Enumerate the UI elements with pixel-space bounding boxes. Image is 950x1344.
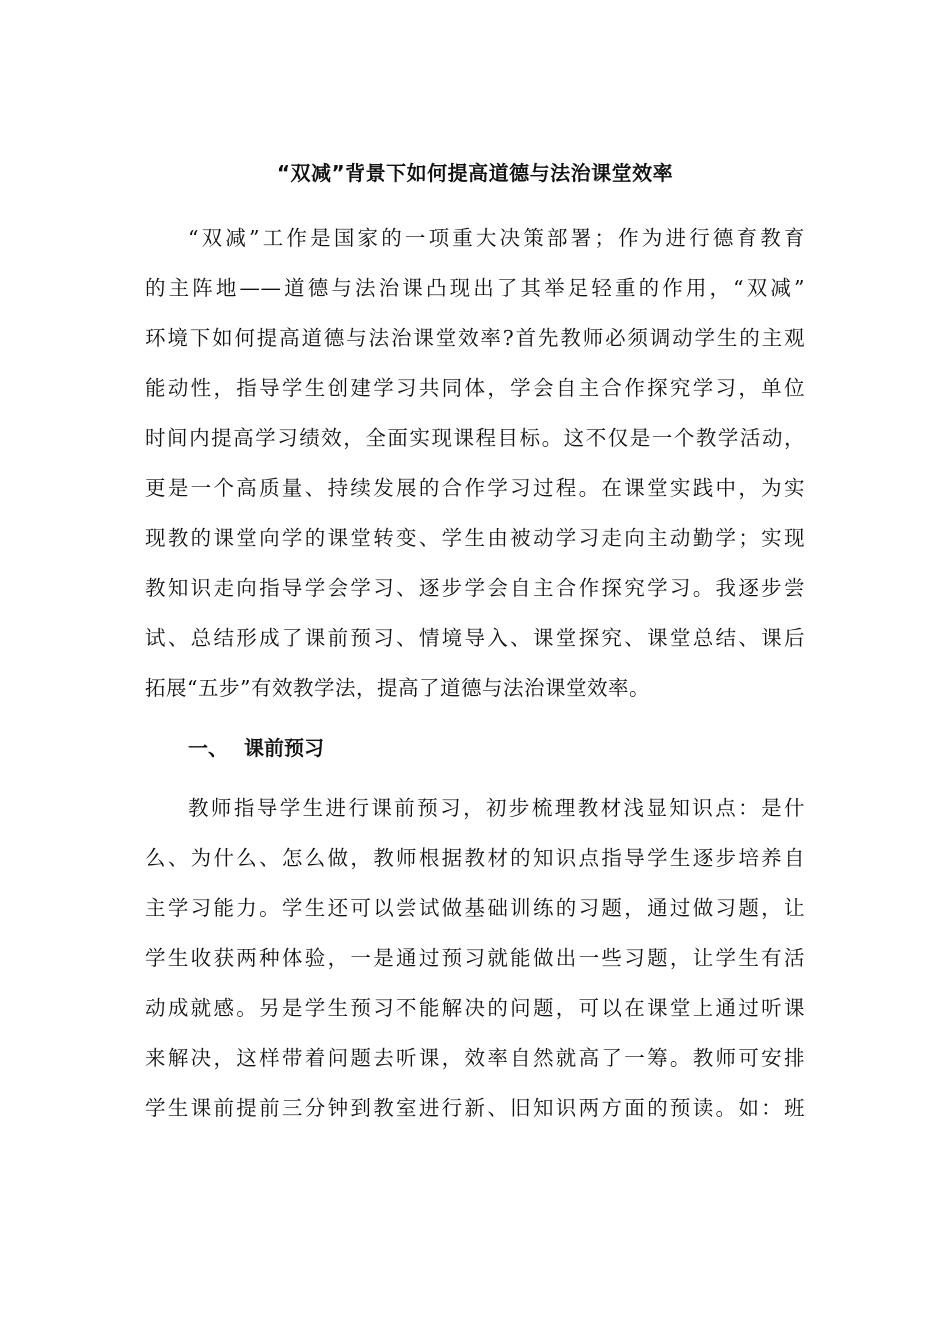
paragraph-line: 时间内提高学习绩效，全面实现课程目标。这不仅是一个教学活动， — [145, 426, 805, 450]
paragraph-line: 动成就感。另是学生预习不能解决的问题，可以在课堂上通过听课 — [145, 996, 805, 1020]
paragraph-line: 么、为什么、怎么做，教师根据教材的知识点指导学生逐步培养自 — [145, 846, 805, 870]
paragraph-line: 学生课前提前三分钟到教室进行新、旧知识两方面的预读。如：班 — [145, 1096, 805, 1120]
paragraph-line: 学生收获两种体验，一是通过预习就能做出一些习题，让学生有活 — [145, 946, 805, 970]
document-title: “双减”背景下如何提高道德与法治课堂效率 — [276, 161, 674, 185]
paragraph-line: 现教的课堂向学的课堂转变、学生由被动学习走向主动勤学；实现 — [145, 526, 805, 550]
paragraph-line: 教师指导学生进行课前预习，初步梳理教材浅显知识点：是什 — [188, 796, 805, 820]
section-title: 课前预习 — [244, 736, 324, 760]
section-heading — [188, 733, 324, 763]
paragraph-line: 教知识走向指导学会学习、逐步学会自主合作探究学习。我逐步尝 — [145, 576, 805, 600]
paragraph-line: 拓展“五步”有效教学法，提高了道德与法治课堂效率。 — [145, 676, 650, 700]
paragraph-line: 更是一个高质量、持续发展的合作学习过程。在课堂实践中，为实 — [145, 476, 805, 500]
section-number: 一、 — [188, 736, 228, 760]
paragraph-line: 试、总结形成了课前预习、情境导入、课堂探究、课堂总结、课后 — [145, 626, 805, 650]
paragraph-line: 的主阵地——道德与法治课凸现出了其举足轻重的作用，“双减” — [145, 276, 805, 300]
paragraph-line: 来解决，这样带着问题去听课，效率自然就高了一筹。教师可安排 — [145, 1046, 805, 1070]
paragraph-line: “双减”工作是国家的一项重大决策部署；作为进行德育教育 — [188, 226, 805, 250]
paragraph-line: 能动性，指导学生创建学习共同体，学会自主合作探究学习，单位 — [145, 376, 805, 400]
paragraph-line: 主学习能力。学生还可以尝试做基础训练的习题，通过做习题，让 — [145, 896, 805, 920]
paragraph-line: 环境下如何提高道德与法治课堂效率?首先教师必须调动学生的主观 — [145, 326, 805, 350]
